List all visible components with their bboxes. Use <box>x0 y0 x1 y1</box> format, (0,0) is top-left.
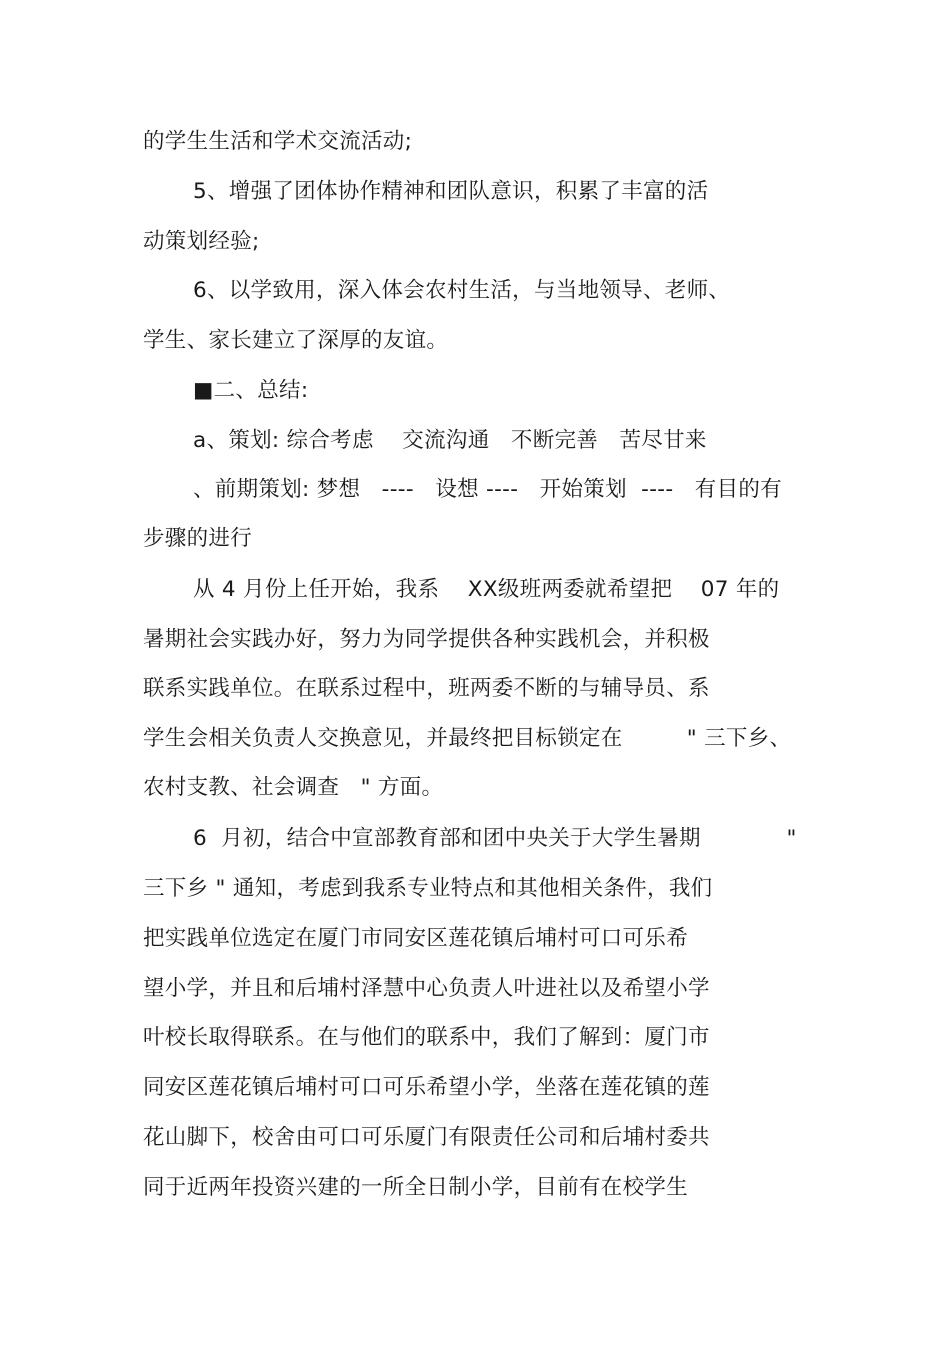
text-line: 农村支教、社会调查 " 方面。 <box>143 775 444 800</box>
text-line: 、前期策划: 梦想 ---- 设想 ---- 开始策划 ---- 有目的有 <box>193 477 782 502</box>
text-line: 三下乡 " 通知，考虑到我系专业特点和其他相关条件，我们 <box>143 876 713 901</box>
text-line: 动策划经验; <box>143 229 260 254</box>
text-line: 6、以学致用，深入体会农村生活，与当地领导、老师、 <box>193 278 731 303</box>
text-line: 的学生生活和学术交流活动; <box>143 129 413 154</box>
text-line: 花山脚下，校舍由可口可乐厦门有限责任公司和后埔村委共 <box>143 1125 710 1150</box>
text-line: 5、增强了团体协作精神和团队意识，积累了丰富的活 <box>193 179 709 204</box>
text-line: 6 月初，结合中宣部教育部和团中央关于大学生暑期 " <box>193 826 797 851</box>
text-line: 同安区莲花镇后埔村可口可乐希望小学，坐落在莲花镇的莲 <box>143 1075 710 1100</box>
text-line: 步骤的进行 <box>143 526 253 551</box>
text-line: 同于近两年投资兴建的一所全日制小学，目前有在校学生 <box>143 1175 689 1200</box>
text-line: a、策划: 综合考虑 交流沟通 不断完善 苦尽甘来 <box>193 428 707 453</box>
text-line: 学生、家长建立了深厚的友谊。 <box>143 328 449 353</box>
text-line: 叶校长取得联系。在与他们的联系中，我们了解到：厦门市 <box>143 1025 710 1050</box>
text-line: 联系实践单位。在联系过程中，班两委不断的与辅导员、系 <box>143 676 710 701</box>
text-line: 暑期社会实践办好，努力为同学提供各种实践机会，并积极 <box>143 627 710 652</box>
text-line: 学生会相关负责人交换意见，并最终把目标锁定在 " 三下乡、 <box>143 726 792 751</box>
text-line: 从 4 月份上任开始，我系 XX级班两委就希望把 07 年的 <box>193 577 780 602</box>
section-heading: ■二、总结: <box>193 378 309 403</box>
text-line: 把实践单位选定在厦门市同安区莲花镇后埔村可口可乐希 <box>143 926 689 951</box>
text-line: 望小学，并且和后埔村泽慧中心负责人叶进社以及希望小学 <box>143 976 710 1001</box>
